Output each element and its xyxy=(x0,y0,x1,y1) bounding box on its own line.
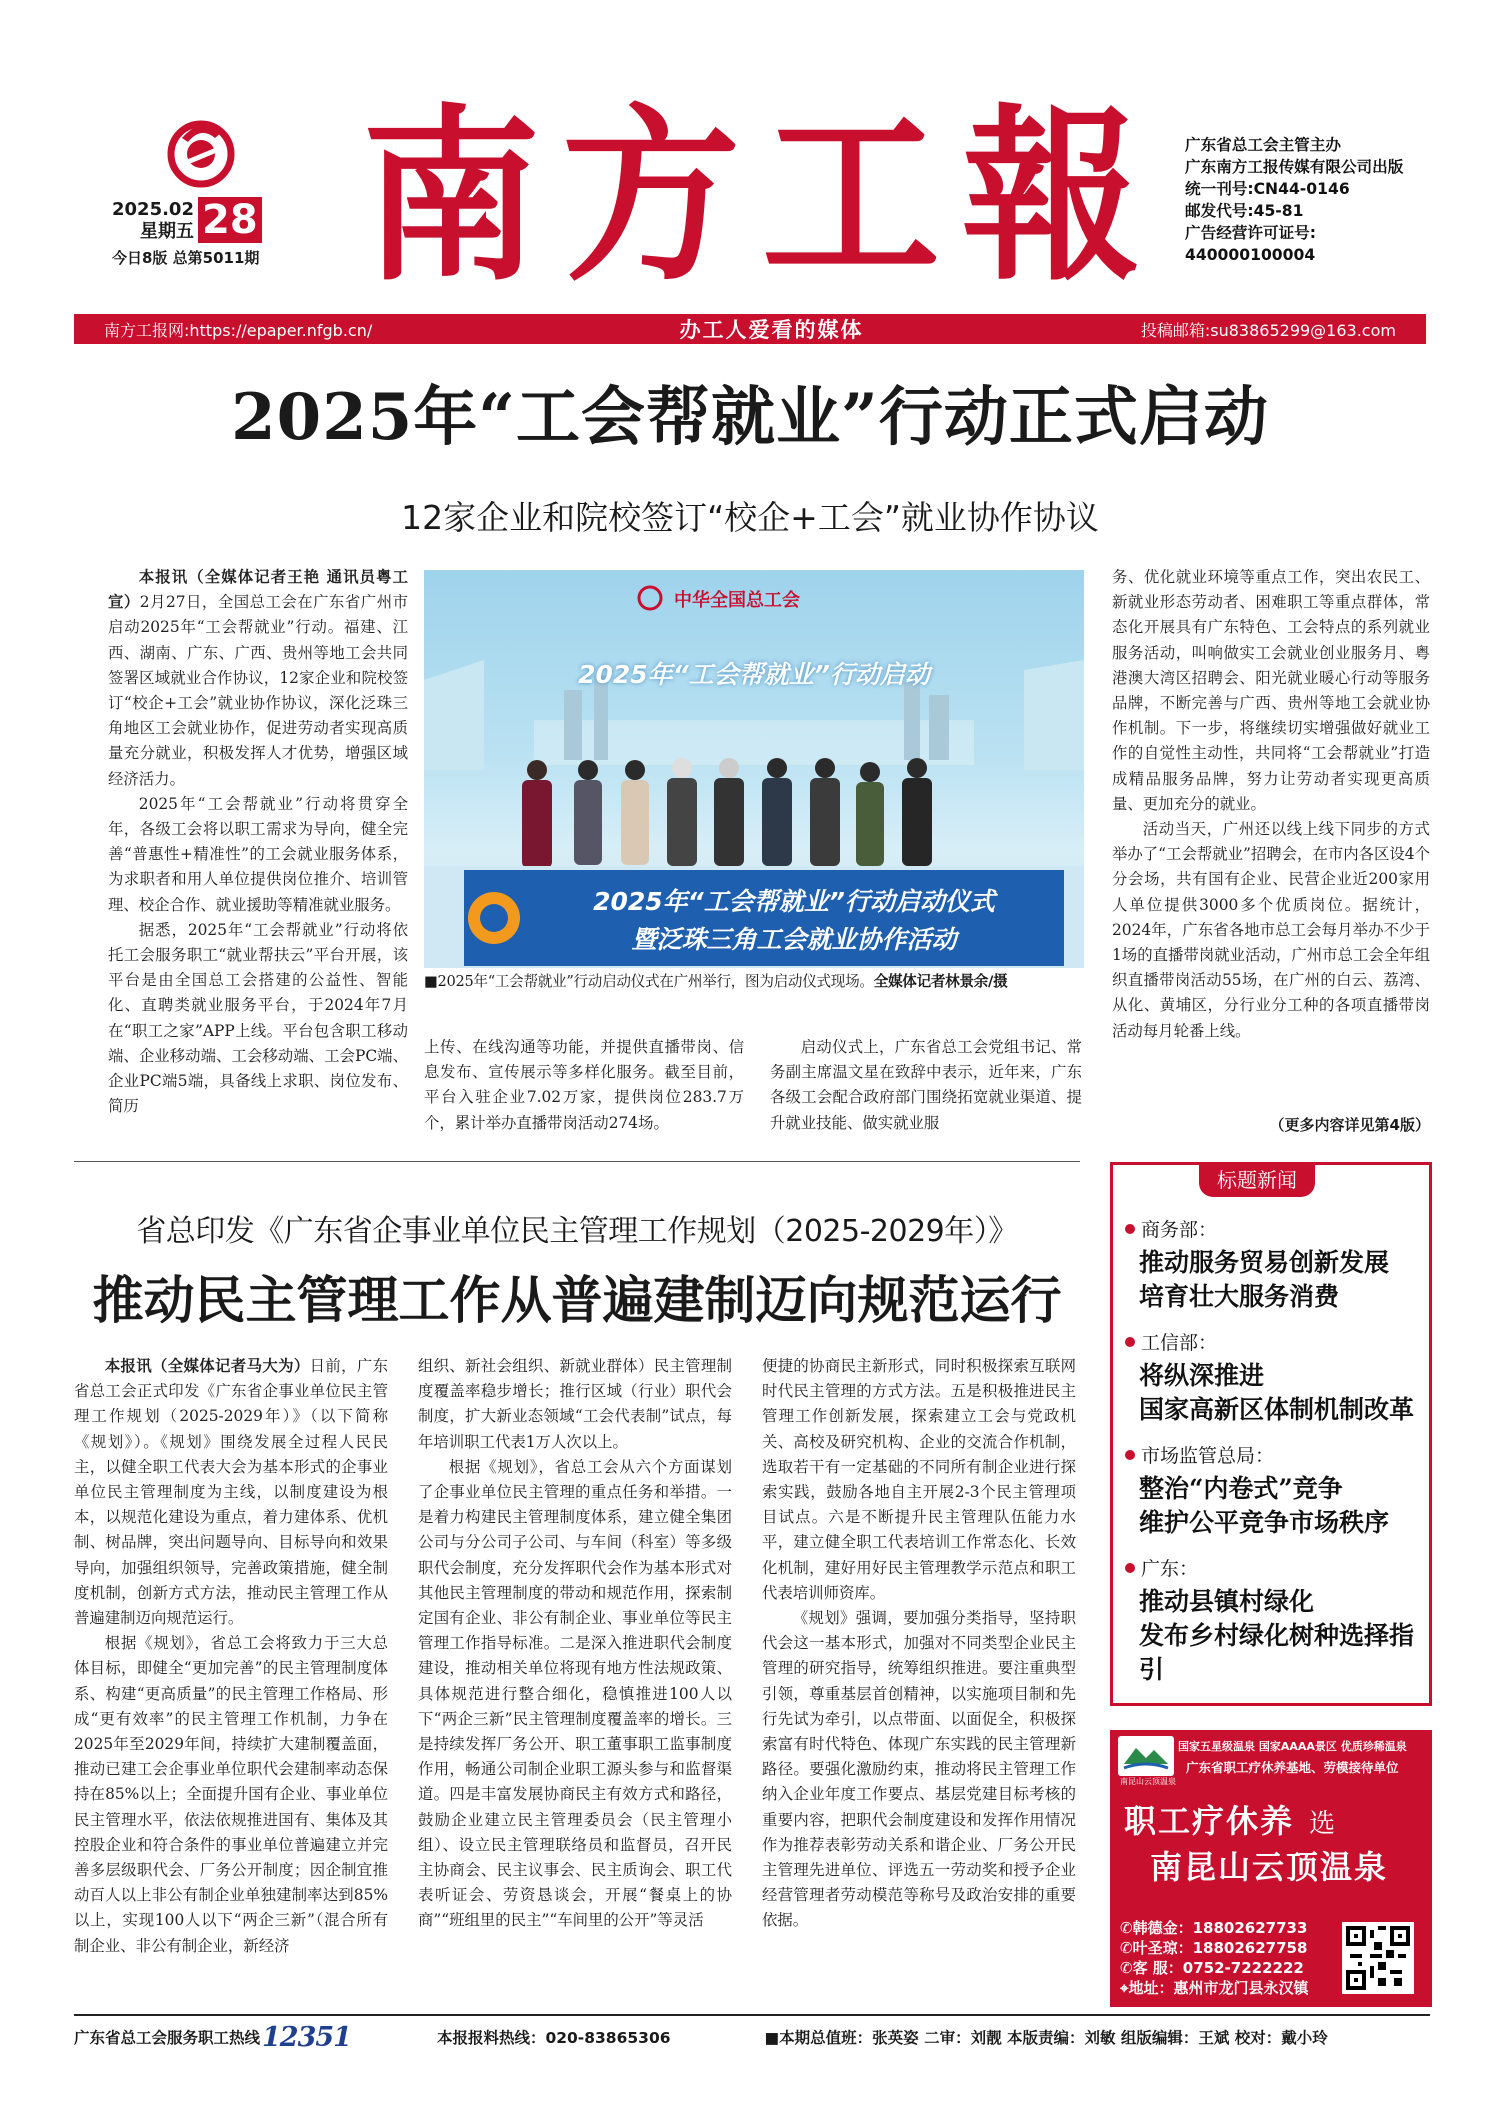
caption-text: ■2025年“工会帮就业”行动启动仪式在广州举行，图为启动仪式现场。 xyxy=(424,973,874,990)
staff-credits: ■本期总值班：张英姿 二审：刘靓 本版责编：刘敏 组版编辑：王斌 校对：戴小玲 xyxy=(764,2029,1328,2047)
lead-para: 2025年“工会帮就业”行动将贯穿全年，各级工会将以职工需求为导向，健全完善“普惠性+精准性”的工会就业服务体系，为求职者和用人单位提供岗位推介、培训管理、校企合作、就业援助等精准就业服务。 xyxy=(108,794,408,914)
email-link[interactable]: 投稿邮箱:su83865299@163.com xyxy=(1140,320,1396,340)
second-para: 根据《规划》，省总工会将致力于三大总体目标，即健全“更加完善”的民主管理制度体系、构建“更高质量”的民主管理工作格局、形成“更有效率”的民主管理工作机制，力争在2025年至2029年间，持续扩大建制覆盖面，推动已建工会企事业单位职代会建制率动态保持在85%以上；全面提升国有企业、事业单位民主管理水平，依法依规推进国有、集体及其控股企业和符合条件的事业单位普遍建立并完善多层级职代会、厂务公开制度；因企制宜推动百人以上非公有制企业单独建制率达到85%以上，实现100人以下“两企三新”（混合所有制企业、非公有制企业，新经济 xyxy=(74,1634,388,1955)
lead-para: 上传、在线沟通等功能，并提供直播带岗、信息发布、宣传展示等多样化服务。截至目前，平台入驻企业7.02万家，提供岗位283.7万个，累计举办直播带岗活动274场。 xyxy=(424,1038,744,1132)
publisher-line: 广东南方工报传媒有限公司出版 xyxy=(1185,158,1404,176)
lead-para: 2月27日，全国总工会在广东省广州市启动2025年“工会帮就业”行动。福建、江西、湖南、广东、广西、贵州等地工会共同签署区域就业合作协议，12家企业和院校签订“校企+工会”就业协作协议，深化泛珠三角地区工会就业协作，促进劳动者实现高质量充分就业，积极发挥人才优势，增强区域经济活力。 xyxy=(108,593,408,788)
website-link[interactable]: 南方工报网:https://epaper.nfgb.cn/ xyxy=(104,320,373,340)
headline-dept: 工信部： xyxy=(1141,1332,1218,1354)
ad-contact: ✆叶圣琼：18802627758 xyxy=(1120,1939,1308,1957)
second-para: 组织、新社会组织、新就业群体）民主管理制度覆盖率稳步增长；推行区域（行业）职代会制度，扩大新业态领域“工会代表制”试点，每年培训职工代表1万人次以上。 xyxy=(418,1357,732,1451)
issue-line: 今日8版 总第5011期 xyxy=(112,249,260,267)
second-para: 根据《规划》，省总工会从六个方面谋划了企事业单位民主管理的重点任务和举措。一是着力构建民主管理制度体系，建立健全集团公司与分公司子公司、与车间（科室）等多级职代会制度，充分发挥职代会作为基本形式对其他民主管理制度的带动和规范作用，探索制定国有企业、非公有制企业、事业单位等民主管理工作指导标准。二是深入推进职代会制度建设，推动相关单位将现有地方性法规政策、具体规范进行整合细化，稳慎推进100人以下“两企三新”民主管理制度覆盖率的增长。三是持续发挥厂务公开、职工董事职工监事制度作用，畅通公司制企业职工源头参与和监督渠道。四是丰富发展协商民主有效方式和路径，鼓励企业建立民主管理委员会（民主管理小组）、设立民主管理联络员和监督员，召开民主协商会、民主议事会、民主质询会、职工代表听证会、劳资恳谈会，开展“餐桌上的协商”“班组里的民主”“车间里的公开”等灵活 xyxy=(418,1457,732,1930)
bullet-icon xyxy=(1125,1337,1135,1347)
photo-credit: 全媒体记者林景余/摄 xyxy=(873,973,1008,990)
photo-logo-text: 中华全国总工会 xyxy=(674,590,800,611)
footer-rule xyxy=(74,2014,1430,2016)
lead-column-4 xyxy=(1112,565,1430,1110)
headline-dept: 商务部： xyxy=(1141,1219,1218,1241)
headlines-box-title: 标题新闻 xyxy=(1199,1163,1315,1197)
ad-slogan-1: 职工疗休养 xyxy=(1124,1802,1295,1840)
news-hotline[interactable]: 本报报料热线：020-83865306 xyxy=(436,2029,671,2047)
second-kicker: 省总印发《广东省企事业单位民主管理工作规划（2025-2029年）》 xyxy=(136,1214,1018,1249)
qr-code-icon[interactable] xyxy=(1342,1922,1414,1994)
section-divider xyxy=(74,1161,1080,1162)
photo-banner-line2: 暨泛珠三角工会就业协作活动 xyxy=(631,925,957,954)
photo-caption xyxy=(424,972,1090,992)
top-bar xyxy=(74,314,1426,344)
ad-slogan-line2: 南昆山云顶温泉 xyxy=(1150,1848,1389,1886)
second-para: 《规划》强调，要加强分类指导，坚持职代会这一基本形式，加强对不同类型企业民主管理的研究指导，统筹组织推进。要注重典型引领，尊重基层首创精神，以实施项目制和先行先试为牵引，以点带面、以面促全，积极探索富有时代特色、体现广东实践的民主管理新路径。要强化激励约束，推动将民主管理工作纳入企业年度工作要点、基层党建目标考核的重要内容，把职代会制度建设和发挥作用情况作为推荐表彰劳动关系和谐企业、厂务公开民主管理先进单位、评选五一劳动奖和授予企业经营管理者劳动模范等称号及政治安排的重要依据。 xyxy=(762,1609,1076,1930)
hotline-label: 广东省总工会服务职工热线 xyxy=(74,2029,261,2047)
photo-screen-title: 2025年“工会帮就业”行动启动 xyxy=(578,660,930,689)
headline-item[interactable] xyxy=(1125,1215,1423,1314)
footer xyxy=(74,2022,1430,2052)
continued-note[interactable]: （更多内容详见第4版） xyxy=(1269,1116,1430,1134)
second-byline: 本报讯（全媒体记者马大为） xyxy=(104,1357,310,1375)
hot-spring-ad[interactable] xyxy=(1110,1730,1432,2007)
lead-column-1 xyxy=(108,565,408,1137)
ad-slogan-mid: 选 xyxy=(1309,1809,1336,1839)
masthead-logo xyxy=(160,108,242,190)
bullet-icon xyxy=(1125,1450,1135,1460)
ad-slogan-line1 xyxy=(1124,1796,1424,1842)
ad-contact: ✆客 服：0752-7222222 xyxy=(1120,1959,1304,1977)
lead-para: 活动当天，广州还以线上线下同步的方式举办了“工会帮就业”招聘会，在市内各区设4个分会场，共有国有企业、民营企业近200家用人单位提供3000多个优质岗位。据统计，2024年，广东省各地市总工会每月举办不少于1场的直播带岗就业活动，广州市总工会全年组织直播带岗活动55场，在广州的白云、荔湾、从化、黄埔区，分行业分工种的各项直播带岗活动每月轮番上线。 xyxy=(1112,820,1430,1040)
ad-logo-text: 南昆山云顶温泉 xyxy=(1120,1777,1176,1786)
bullet-icon xyxy=(1125,1563,1135,1573)
second-para: 便捷的协商民主新形式，同时积极探索互联网时代民主管理的方式方法。五是积极推进民主管理工作创新发展，探索建立工会与党政机关、高校及研究机构、企业的交流合作机制，选取若干有一定基础的不同所有制企业进行探索实践，鼓励各地自主开展2-3个民主管理项目试点。六是不断提升民主管理队伍能力水平，建立健全职工代表培训工作常态化、长效化机制，建好用好民主管理教学示范点和职工代表培训师资库。 xyxy=(762,1357,1076,1602)
lead-column-3 xyxy=(770,1035,1082,1135)
date-weekday: 星期五 xyxy=(139,221,194,242)
headline-dept: 市场监管总局： xyxy=(1141,1445,1275,1467)
newspaper-logo-icon xyxy=(160,108,242,190)
publisher-line: 广告经营许可证号: xyxy=(1185,224,1316,242)
second-column-1 xyxy=(74,1354,388,2004)
lead-headline: 2025年“工会帮就业”行动正式启动 xyxy=(231,380,1269,455)
lead-para: 务、优化就业环境等重点工作，突出农民工、新就业形态劳动者、困难职工等重点群体，常态化开展具有广东特色、工会特点的系列就业服务活动，叫响做实工会就业创业服务月、粤港澳大湾区招聘会、阳光就业暖心行动等服务品牌，不断完善与广西、贵州等地工会就业协作机制。下一步，将继续切实增强做好就业工作的自觉性主动性，共同将“工会帮就业”打造成精品服务品牌，努力让劳动者实现更高质量、更加充分的就业。 xyxy=(1112,568,1430,813)
qr-code-pattern xyxy=(1346,1926,1410,1990)
lead-column-2 xyxy=(424,1035,744,1135)
ad-contact: ✆韩德金：18802627733 xyxy=(1120,1919,1308,1937)
headline-line: 维护公平竞争市场秩序 xyxy=(1139,1508,1390,1537)
publisher-line: 广东省总工会主管主办 xyxy=(1185,136,1341,154)
phone-icon: ✆ xyxy=(1120,1919,1133,1937)
officials-group xyxy=(522,758,932,868)
headline-line: 将纵深推进 xyxy=(1139,1361,1265,1390)
publisher-line: 440000100004 xyxy=(1185,246,1316,264)
second-headline: 推动民主管理工作从普遍建制迈向规范运行 xyxy=(92,1271,1062,1331)
ad-contact: ⌖地址：惠州市龙门县永汉镇 xyxy=(1120,1979,1309,1997)
headline-line: 培育壮大服务消费 xyxy=(1139,1282,1340,1311)
ad-sub-line: 广东省职工疗休养基地、劳模接待单位 xyxy=(1186,1760,1399,1775)
photo-banner-line1: 2025年“工会帮就业”行动启动仪式 xyxy=(593,887,995,916)
lead-photo xyxy=(424,570,1084,968)
date-day: 28 xyxy=(198,197,262,243)
ad-contacts xyxy=(1120,1918,1330,1998)
headline-line: 推动服务贸易创新发展 xyxy=(1139,1248,1390,1277)
lead-para: 据悉，2025年“工会帮就业”行动将依托工会服务职工“就业帮扶云”平台开展，该平台是由全国总工会搭建的公益性、智能化、直聘类就业服务平台，于2024年7月在“职工之家”APP上线。平台包含职工移动端、企业移动端、工会移动端、工会PC端、企业PC端5端，具备线上求职、岗位发布、简历 xyxy=(108,920,408,1116)
location-icon: ⌖ xyxy=(1120,1979,1129,1997)
headline-line: 国家高新区体制机制改革 xyxy=(1139,1395,1415,1424)
headlines-list xyxy=(1125,1215,1423,1701)
publisher-line: 统一刊号:CN44-0146 xyxy=(1185,180,1350,198)
second-column-3 xyxy=(762,1354,1076,2004)
ad-top-line: 国家五星级温泉 国家AAAA景区 优质珍稀温泉 xyxy=(1178,1740,1407,1753)
slogan: 办工人爱看的媒体 xyxy=(679,318,864,342)
ad-logo xyxy=(1118,1736,1174,1776)
headline-line: 推动县镇村绿化 xyxy=(1139,1587,1315,1616)
second-para: 日前，广东省总工会正式印发《广东省企事业单位民主管理工作规划（2025-2029年）》（以下简称《规划》）。《规划》围绕发展全过程人民民主，以健全职工代表大会为基本形式的企事业单位民主管理制度为主线，以制度建设为根本，以规范化建设为重点，着力建体系、优机制、树品牌，突出问题导向、目标导向和效果导向，加强组织领导，完善政策措施，健全制度机制，创新方式方法，推动民主管理工作从普遍建制迈向规范运行。 xyxy=(74,1357,388,1628)
headline-item[interactable] xyxy=(1125,1441,1423,1540)
phone-icon: ✆ xyxy=(1120,1939,1133,1957)
headline-line: 发布乡村绿化树种选择指引 xyxy=(1139,1621,1415,1684)
publisher-info xyxy=(1185,134,1425,266)
hot-spring-logo-icon xyxy=(1118,1736,1174,1776)
lead-byline: 本报讯（全媒体记者王艳 通讯员粤工宣） xyxy=(108,568,408,612)
second-column-2 xyxy=(418,1354,732,2004)
headline-line: 整治“内卷式”竞争 xyxy=(1139,1474,1343,1503)
lead-subhead: 12家企业和院校签订“校企+工会”就业协作协议 xyxy=(401,498,1099,537)
headlines-box xyxy=(1110,1162,1432,1706)
date-block xyxy=(112,197,280,268)
phone-icon: ✆ xyxy=(1120,1959,1133,1977)
bullet-icon xyxy=(1125,1224,1135,1234)
hotline-number[interactable]: 12351 xyxy=(262,2021,351,2053)
headline-item[interactable] xyxy=(1125,1328,1423,1427)
headline-dept: 广东： xyxy=(1141,1558,1199,1580)
headline-item[interactable] xyxy=(1125,1554,1423,1687)
publisher-line: 邮发代号:45-81 xyxy=(1185,202,1304,220)
date-year-month: 2025.02 xyxy=(112,199,194,220)
masthead-title: 南方工報 xyxy=(362,86,1162,306)
lead-para: 启动仪式上，广东省总工会党组书记、常务副主席温文星在致辞中表示，近年来，广东各级工会配合政府部门围绕拓宽就业渠道、提升就业技能、做实就业服 xyxy=(770,1038,1082,1132)
